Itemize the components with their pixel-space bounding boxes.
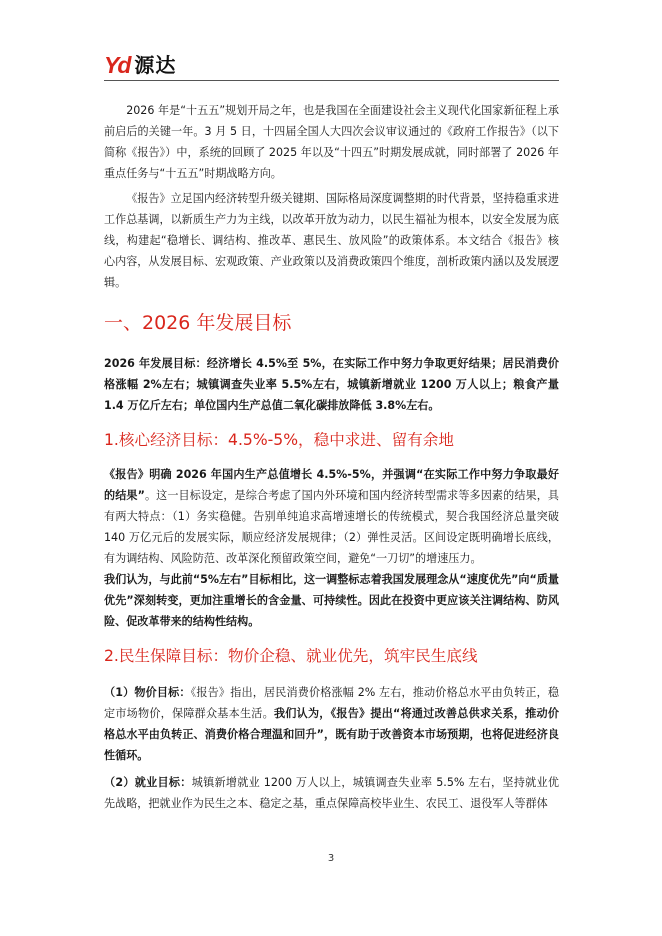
development-goals-summary: 2026 年发展目标：经济增长 4.5%至 5%，在实际工作中努力争取更好结果；居民消费价格涨幅 2%左右；城镇调查失业率 5.5%左右，城镇新增就业 1200 万人以上；粮食产量 1.4 万亿斤左右；单位国内生产总值二氧化碳排放降低 3.8%左右。 [104,357,559,412]
employment-goal-paragraph [104,772,559,814]
employment-goal-text: 城镇新增就业 1200 万人以上，城镇调查失业率 5.5% 左右，坚持就业优先战略，把就业作为民生之本、稳定之基，重点保障高校毕业生、农民工、退役军人等群体 [104,776,559,810]
price-goal-text: 《报告》指出，居民消费价格涨幅 2% 左右，推动价格总水平由负转正，稳定市场物价，保障群众基本生活。 [104,686,559,720]
page-number: 3 [327,853,335,864]
document-body [104,100,559,814]
intro-paragraph: 2026 年是“十五五”规划开局之年，也是我国在全面建设社会主义现代化国家新征程上承前启后的关键一年。3 月 5 日，十四届全国人大四次会议审议通过的《政府工作报告》（以下简称《报告》）中，系统的回顾了 2025 年以及“十四五”时期发展成就，同时部署了 2026 年重点任务与“十五五”时期战略方向。 [104,104,559,180]
header-logo [104,50,176,80]
logo-text: 源达 [134,53,177,77]
price-goal-label: （1）物价目标： [104,686,191,699]
core-goal-body: 。这一目标设定，是综合考虑了国内外环境和国内经济转型需求等多因素的结果，具有两大特点：（1）务实稳健。告别单纯追求高增速增长的传统模式，契合我国经济总量突破 140 万亿元后的发展实际，顺应经济发展规律；（2）弹性灵活。区间设定既明确增长底线，有为调结构、风险防范、改革深化预留政策空间，避免“一刀切”的增速压力。 [104,489,559,565]
price-goal-paragraph [104,682,559,766]
subsection-title-livelihood-goal: 2.民生保障目标：物价企稳、就业优先，筑牢民生底线 [104,647,478,665]
logo-mark: Yd [104,51,130,78]
report-overview-paragraph: 《报告》立足国内经济转型升级关键期、国际格局深度调整期的时代背景，坚持稳重求进工作总基调，以新质生产力为主线，以改革开放为动力，以民生福祉为根本，以安全发展为底线，构建起“稳增长、调结构、推改革、惠民生、放风险”的政策体系。本文结合《报告》核心内容，从发展目标、宏观政策、产业政策以及消费政策四个维度，剖析政策内涵以及发展逻辑。 [104,192,559,289]
core-goal-viewpoint: 我们认为，与此前“5%左右”目标相比，这一调整标志着我国发展理念从“速度优先”向“质量优先”深刻转变，更加注重增长的含金量、可持续性。因此在投资中更应该关注调结构、防风险、促改革带来的结构性结构。 [104,573,559,628]
core-goal-lead: 《报告》明确 2026 年国内生产总值增长 4.5%-5%，并强调“在实际工作中努力争取最好的结果” [104,468,559,502]
header-divider [104,80,559,81]
core-goal-paragraph [104,464,559,569]
employment-goal-label: （2）就业目标： [104,776,192,789]
subsection-title-core-economic-goal: 1.核心经济目标：4.5%-5%，稳中求进、留有余地 [104,431,454,449]
price-goal-viewpoint: 我们认为，《报告》提出“将通过改善总供求关系，推动价格总水平由负转正、消费价格合理温和回升”，既有助于改善资本市场预期，也将促进经济良性循环。 [104,707,559,762]
section-title-development-goals: 一、2026 年发展目标 [104,312,292,334]
